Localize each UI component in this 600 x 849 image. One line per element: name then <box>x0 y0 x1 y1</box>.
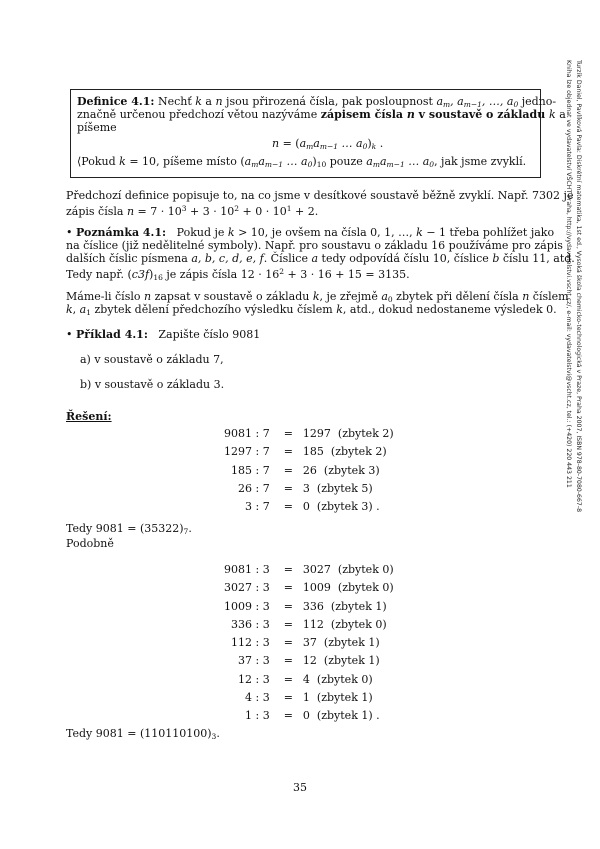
division-lhs: 1009 : 3 <box>224 599 270 613</box>
side-citation <box>563 60 583 820</box>
division-quotient: 37 <box>302 636 317 650</box>
equals-sign: = <box>283 500 293 514</box>
definition-text: značně určenou předchozí větou nazýváme <box>77 108 321 121</box>
para2-text: , atd., dokud nedostaneme výsledek 0. <box>342 303 557 316</box>
division-remainder: (zbytek 1) <box>323 654 380 668</box>
division-result <box>301 707 396 725</box>
division-lhs: 26 : 7 <box>238 481 270 495</box>
division-result <box>301 443 396 461</box>
division-row <box>222 462 396 480</box>
division-quotient: 4 <box>302 672 310 686</box>
division-remainder: (zbytek 1) <box>323 636 380 650</box>
definition-term: v soustavě o základu <box>414 108 550 121</box>
division-table-base-3 <box>222 561 396 726</box>
division-quotient: 1297 <box>302 427 331 440</box>
equals-sign: = <box>283 599 293 613</box>
result-base-7-subscript: 7 <box>183 527 189 536</box>
definition-line-1: Definice 4.1: Nechť k a n jsou přirozená čísla, pak posloupnost $a_m$, $a_{m-1}$, …, $a_0$ jedno- <box>77 95 557 109</box>
division-result <box>301 425 396 443</box>
division-quotient: 3027 <box>302 563 331 576</box>
para2-text: Máme-li číslo <box>66 290 144 303</box>
division-quotient: 185 <box>302 445 324 459</box>
definition-note-text: , jak jsme zvyklí. <box>434 155 527 168</box>
division-quotient: 1 <box>302 691 310 705</box>
result-base-3-text: Tedy 9081 = (110110100) <box>66 727 212 740</box>
result-base-3-subscript: 3 <box>211 732 217 741</box>
remark-text: číslu 11, atd. <box>499 252 575 265</box>
division-row <box>222 443 396 461</box>
para2-text: číslem <box>529 290 569 303</box>
division-quotient: 0 <box>302 500 310 514</box>
para2-text: , je zřejmě <box>319 290 382 303</box>
equals-sign: = <box>283 672 293 686</box>
division-row <box>222 498 396 516</box>
division-quotient: 12 <box>302 654 317 668</box>
division-result <box>301 480 396 498</box>
division-remainder: (zbytek 2) <box>330 445 387 459</box>
remark-text: Pokud je <box>176 226 228 239</box>
remark-label: Poznámka 4.1: <box>76 226 167 239</box>
division-row <box>222 671 396 689</box>
division-row <box>222 616 396 634</box>
division-row <box>222 598 396 616</box>
division-result <box>301 598 396 616</box>
division-row <box>222 579 396 597</box>
remark-text: . Číslice <box>263 252 312 265</box>
result-base-7-text: Tedy 9081 = (35322) <box>66 522 184 535</box>
division-lhs: 3027 : 3 <box>224 581 270 595</box>
division-remainder: (zbytek 1) . <box>316 709 380 723</box>
division-remainder: (zbytek 0) <box>337 563 394 576</box>
division-remainder: (zbytek 5) <box>316 481 373 495</box>
division-result <box>301 634 396 652</box>
division-quotient: 3 <box>302 481 310 495</box>
definition-note: ⟨Pokud k = 10, píšeme místo ($a_ma_{m-1}$ … $a_0)_{10}$ pouze $a_ma_{m-1}$ … $a_0$, jak jsme zvyklí. <box>77 155 527 169</box>
definition-text: jedno- <box>518 95 557 108</box>
solution-heading: Řešení: <box>66 410 112 423</box>
remark-line-4: Tedy např. $(c3f)_{16}$ je zápis čísla $12 \cdot 16^2 + 3 \cdot 16 + 15 = 3135$. <box>66 267 410 282</box>
equals-sign: = <box>283 691 293 705</box>
para2-line-1: Máme-li číslo n zapsat v soustavě o základu k, je zřejmě $a_0$ zbytek při dělení čísla n číslem <box>66 290 569 304</box>
equals-sign: = <box>283 617 293 631</box>
result-base-7: Tedy $9081 = (35322)_7$. <box>66 522 192 536</box>
definition-note-text: , píšeme místo <box>156 155 241 168</box>
equals-sign: = <box>283 709 293 723</box>
para2-text: zbytek dělení předchozího výsledku číslem <box>91 303 337 316</box>
division-remainder: (zbytek 0) <box>330 617 387 631</box>
division-result <box>301 579 396 597</box>
division-lhs: 1297 : 7 <box>224 445 270 459</box>
para2-text: zbytek při dělení čísla <box>392 290 523 303</box>
division-lhs: 37 : 3 <box>238 654 270 668</box>
division-lhs: 112 : 3 <box>231 636 270 650</box>
para2-text: , <box>72 303 80 316</box>
division-lhs: 12 : 3 <box>238 672 270 686</box>
division-remainder: (zbytek 0) <box>337 581 394 595</box>
equals-sign: = <box>283 636 293 650</box>
equals-sign: = <box>283 463 293 477</box>
division-lhs: 9081 : 7 <box>224 427 270 440</box>
example-text: Zapište číslo 9081 <box>158 328 261 341</box>
definition-line-3: píšeme <box>77 121 117 134</box>
division-row <box>222 561 396 579</box>
definition-text: Nechť <box>157 95 196 108</box>
remark-text: je zápis čísla <box>162 268 241 281</box>
remark-text: Tedy např. <box>66 268 128 281</box>
example-item-a: a) v soustavě o základu 7, <box>80 353 224 366</box>
definition-note-text: pouze <box>326 155 367 168</box>
definition-term: zápisem čísla <box>320 108 407 121</box>
remark-line-3: dalších číslic písmena a, b, c, d, e, f. Číslice a tedy odpovídá číslu 10, číslice b číslu 11, atd. <box>66 252 575 265</box>
division-remainder: (zbytek 0) <box>316 672 373 686</box>
example-heading: • Příklad 4.1: Zapište číslo 9081 <box>66 328 261 341</box>
division-remainder: (zbytek 2) <box>337 427 394 440</box>
equals-sign: = <box>283 654 293 668</box>
division-result <box>301 561 396 579</box>
division-remainder: (zbytek 1) <box>330 599 387 613</box>
division-row <box>222 652 396 670</box>
example-item-b: b) v soustavě o základu 3. <box>80 378 225 391</box>
para1-text: zápis čísla <box>66 205 127 218</box>
division-result <box>301 498 396 516</box>
division-row <box>222 634 396 652</box>
equals-sign: = <box>283 581 293 595</box>
division-table-base-7 <box>222 425 396 516</box>
para2-text: zapsat v soustavě o základu <box>151 290 313 303</box>
result-base-3: Tedy $9081 = (110110100)_3$. <box>66 727 220 741</box>
definition-formula: $n = (a_ma_{m-1}$ … $a_0)_k$ . <box>272 137 384 151</box>
division-quotient: 336 <box>302 599 324 613</box>
definition-label: Definice 4.1: <box>77 95 155 108</box>
division-row <box>222 425 396 443</box>
division-result <box>301 462 396 480</box>
division-lhs: 336 : 3 <box>231 617 270 631</box>
division-lhs: 3 : 7 <box>245 500 270 514</box>
division-row <box>222 707 396 725</box>
remark-line-1: • Poznámka 4.1: Pokud je k > 10, je ovšem na čísla 0, 1, …, k − 1 třeba pohlížet jako <box>66 226 555 239</box>
equals-sign: = <box>283 445 293 459</box>
example-label: Příklad 4.1: <box>76 328 148 341</box>
para2-line-2: k, $a_1$ zbytek dělení předchozího výsledku číslem k, atd., dokud nedostaneme výsledek 0. <box>66 303 557 317</box>
division-lhs: 1 : 3 <box>245 709 270 723</box>
division-row <box>222 689 396 707</box>
page-number: 35 <box>293 781 307 794</box>
side-citation-line2: Kniha lze objednat ve vydavatelství VŠCHT Praha, http://vydavatelstvi.vscht.cz/, e-mail: vydavatelstvi@vscht.cz, tel.: (+420) 220 443 211 <box>565 60 572 488</box>
definition-note-text: ⟨Pokud <box>77 155 120 168</box>
division-remainder: (zbytek 3) . <box>316 500 380 514</box>
division-lhs: 9081 : 3 <box>224 563 270 576</box>
remark-text: třeba pohlížet jako <box>446 226 555 239</box>
division-result <box>301 689 396 707</box>
equals-sign: = <box>283 427 293 440</box>
side-citation-line1: Turzík Daniel, Pavlíková Pavla: Diskrétní matematika, 1st ed., Vysoká škola chemicko-technologická v Praze, Praha 2007, ISBN 978-80-7080-667-8 <box>575 60 582 513</box>
division-row <box>222 480 396 498</box>
para1-line-1: Předchozí definice popisuje to, na co jsme v desítkové soustavě běžně zvyklí. Např. 7302 je <box>66 189 574 202</box>
division-result <box>301 671 396 689</box>
division-lhs: 4 : 3 <box>245 691 270 705</box>
remark-text: tedy odpovídá číslu 10, číslice <box>318 252 493 265</box>
definition-text: jsou přirozená čísla, pak posloupnost <box>222 95 437 108</box>
division-result <box>301 616 396 634</box>
division-quotient: 1009 <box>302 581 331 595</box>
division-lhs: 185 : 7 <box>231 463 270 477</box>
division-quotient: 26 <box>302 463 317 477</box>
division-quotient: 112 <box>302 617 324 631</box>
division-remainder: (zbytek 3) <box>323 463 380 477</box>
remark-text: dalších číslic písmena <box>66 252 192 265</box>
definition-line-2: značně určenou předchozí větou nazýváme zápisem čísla n v soustavě o základu k a <box>77 108 566 121</box>
remark-line-2: na číslice (již nedělitelné symboly). Např. pro soustavu o základu 16 používáme pro zápis <box>66 239 563 252</box>
equals-sign: = <box>283 481 293 495</box>
equals-sign: = <box>283 563 293 576</box>
division-result <box>301 652 396 670</box>
para1-line-2: zápis čísla $n = 7 \cdot 10^3 + 3 \cdot 10^2 + 0 \cdot 10^1 + 2$. <box>66 204 319 218</box>
division-quotient: 0 <box>302 709 310 723</box>
division-remainder: (zbytek 1) <box>316 691 373 705</box>
remark-text: , je ovšem na čísla <box>264 226 371 239</box>
similarly-text: Podobně <box>66 537 114 550</box>
